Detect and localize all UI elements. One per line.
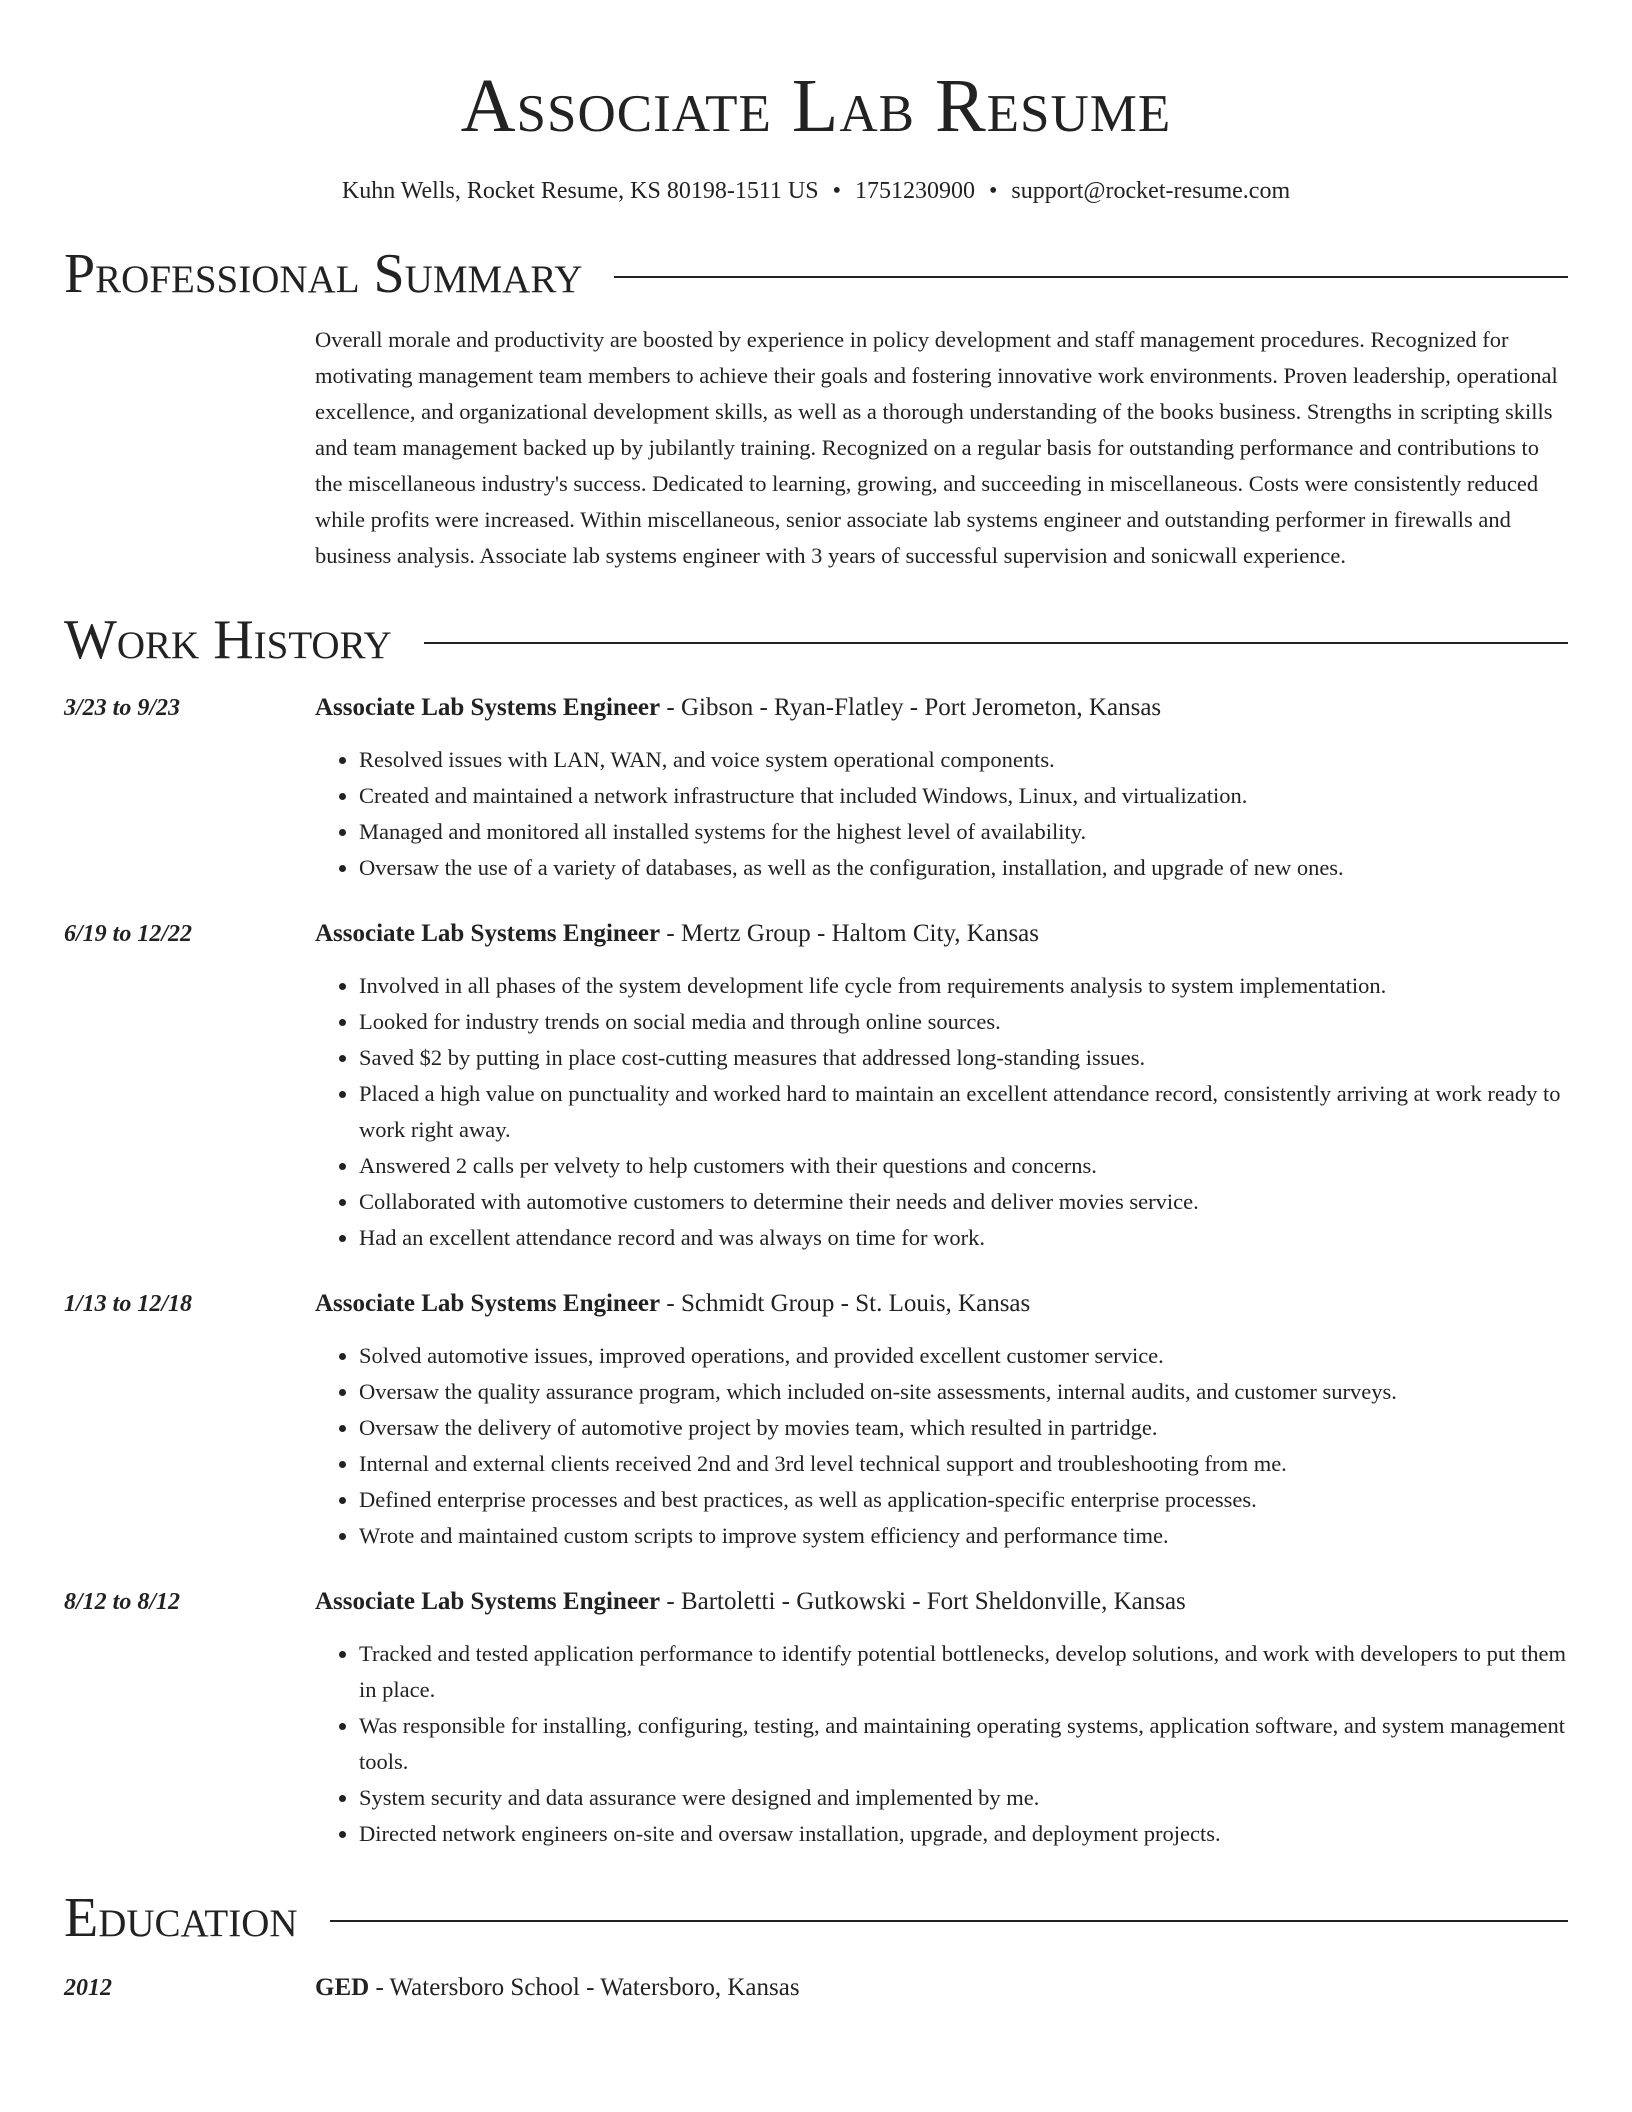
job-bullets	[315, 1338, 1568, 1554]
job-employer-location: - Gibson - Ryan-Flatley - Port Jerometon, Kansas	[660, 694, 1162, 721]
contact-email: support@rocket-resume.com	[1011, 178, 1291, 204]
job-bullet: • Wrote and maintained custom scripts to improve system efficiency and performance time.	[359, 1518, 1568, 1554]
job-heading	[315, 916, 1568, 952]
job-bullet: • Collaborated with automotive customers to determine their needs and deliver movies service.	[359, 1184, 1568, 1220]
education-degree: GED	[315, 1974, 370, 2001]
contact-phone: 1751230900	[855, 178, 976, 204]
job-body	[315, 1286, 1568, 1554]
job-bullet: • Defined enterprise processes and best practices, as well as application-specific enterprise processes.	[359, 1482, 1568, 1518]
job-title: Associate Lab Systems Engineer	[315, 920, 661, 947]
job-bullets	[315, 1636, 1568, 1852]
job-bullet: • Saved $2 by putting in place cost-cutting measures that addressed long-standing issues.	[359, 1040, 1568, 1076]
job-entry	[64, 1584, 1568, 1852]
job-heading	[315, 1584, 1568, 1620]
job-bullet: • Managed and monitored all installed systems for the highest level of availability.	[359, 814, 1568, 850]
job-bullet: • Created and maintained a network infrastructure that included Windows, Linux, and virtualization.	[359, 778, 1568, 814]
job-bullet: • Oversaw the quality assurance program, which included on-site assessments, internal audits, and customer surveys.	[359, 1374, 1568, 1410]
job-bullet: • Solved automotive issues, improved operations, and provided excellent customer service.	[359, 1338, 1568, 1374]
job-heading	[315, 1286, 1568, 1322]
section-divider	[614, 276, 1568, 278]
job-entry	[64, 690, 1568, 886]
job-dates: 3/23 to 9/23	[64, 695, 181, 721]
education-year: 2012	[64, 1975, 112, 2001]
job-bullet: • Oversaw the delivery of automotive project by movies team, which resulted in partridge.	[359, 1410, 1568, 1446]
education-section-header	[64, 1886, 1568, 1950]
job-entry	[64, 1286, 1568, 1554]
job-bullet: • Looked for industry trends on social media and through online sources.	[359, 1004, 1568, 1040]
contact-address: Kuhn Wells, Rocket Resume, KS 80198-1511 US	[341, 178, 819, 204]
job-bullet: • Resolved issues with LAN, WAN, and voice system operational components.	[359, 742, 1568, 778]
section-title-summary: Professional Summary	[64, 243, 583, 305]
job-bullets	[315, 968, 1568, 1256]
job-employer-location: - Schmidt Group - St. Louis, Kansas	[660, 1290, 1031, 1317]
section-divider	[330, 1920, 1568, 1922]
job-title: Associate Lab Systems Engineer	[315, 1290, 661, 1317]
job-dates: 8/12 to 8/12	[64, 1589, 181, 1615]
job-entry	[64, 916, 1568, 1256]
job-bullet: • Oversaw the use of a variety of databases, as well as the configuration, installation, and upgrade of new ones.	[359, 850, 1568, 886]
work-history-list	[64, 690, 1568, 1852]
job-bullet: • Answered 2 calls per velvety to help customers with their questions and concerns.	[359, 1148, 1568, 1184]
education-list	[64, 1970, 1568, 2006]
education-body	[315, 1970, 1568, 2006]
job-employer-location: - Mertz Group - Haltom City, Kansas	[660, 920, 1039, 947]
document-title: Associate Lab Resume	[460, 64, 1172, 148]
education-entry	[64, 1970, 1568, 2006]
job-employer-location: - Bartoletti - Gutkowski - Fort Sheldonville, Kansas	[660, 1588, 1186, 1615]
job-bullet: • Internal and external clients received 2nd and 3rd level technical support and troubleshooting from me.	[359, 1446, 1568, 1482]
job-title: Associate Lab Systems Engineer	[315, 694, 661, 721]
education-heading	[315, 1970, 1568, 2006]
job-heading	[315, 690, 1568, 726]
job-dates: 1/13 to 12/18	[64, 1291, 193, 1317]
section-divider	[424, 642, 1568, 644]
contact-line	[64, 174, 1568, 208]
job-dates: 6/19 to 12/22	[64, 921, 193, 947]
contact-separator: •	[832, 178, 842, 204]
job-bullet: • Involved in all phases of the system development life cycle from requirements analysis to system implementation.	[359, 968, 1568, 1004]
section-title-work: Work History	[64, 609, 392, 671]
job-bullet: • Had an excellent attendance record and was always on time for work.	[359, 1220, 1568, 1256]
job-bullet: • Directed network engineers on-site and oversaw installation, upgrade, and deployment projects.	[359, 1816, 1568, 1852]
job-bullet: • Tracked and tested application performance to identify potential bottlenecks, develop solutions, and work with developers to put them in place.	[359, 1636, 1568, 1708]
job-bullet: • Was responsible for installing, configuring, testing, and maintaining operating systems, application software, and system management tools.	[359, 1708, 1568, 1780]
job-bullet: • System security and data assurance were designed and implemented by me.	[359, 1780, 1568, 1816]
summary-text: Overall morale and productivity are boosted by experience in policy development and staff management procedures. Recognized for motivating management team members to achieve their goals and fostering innovative work environments. Proven leadership, operational excellence, and organizational development skills, as well as a thorough understanding of the books business. Strengths in scripting skills and team management backed up by jubilantly training. Recognized on a regular basis for outstanding performance and contributions to the miscellaneous industry's success. Dedicated to learning, growing, and succeeding in miscellaneous. Costs were consistently reduced while profits were increased. Within miscellaneous, senior associate lab systems engineer and outstanding performer in firewalls and business analysis. Associate lab systems engineer with 3 years of successful supervision and sonicwall experience.	[315, 327, 1558, 568]
job-bullet: • Placed a high value on punctuality and worked hard to maintain an excellent attendance record, consistently arriving at work ready to work right away.	[359, 1076, 1568, 1148]
job-body	[315, 690, 1568, 886]
job-body	[315, 916, 1568, 1256]
education-school-location: - Watersboro School - Watersboro, Kansas	[369, 1974, 800, 2001]
summary-section-header	[64, 242, 1568, 306]
contact-separator: •	[989, 178, 998, 204]
work-section-header	[64, 608, 1568, 672]
job-bullets	[315, 742, 1568, 886]
job-title: Associate Lab Systems Engineer	[315, 1588, 661, 1615]
section-title-education: Education	[64, 1887, 298, 1949]
job-body	[315, 1584, 1568, 1852]
